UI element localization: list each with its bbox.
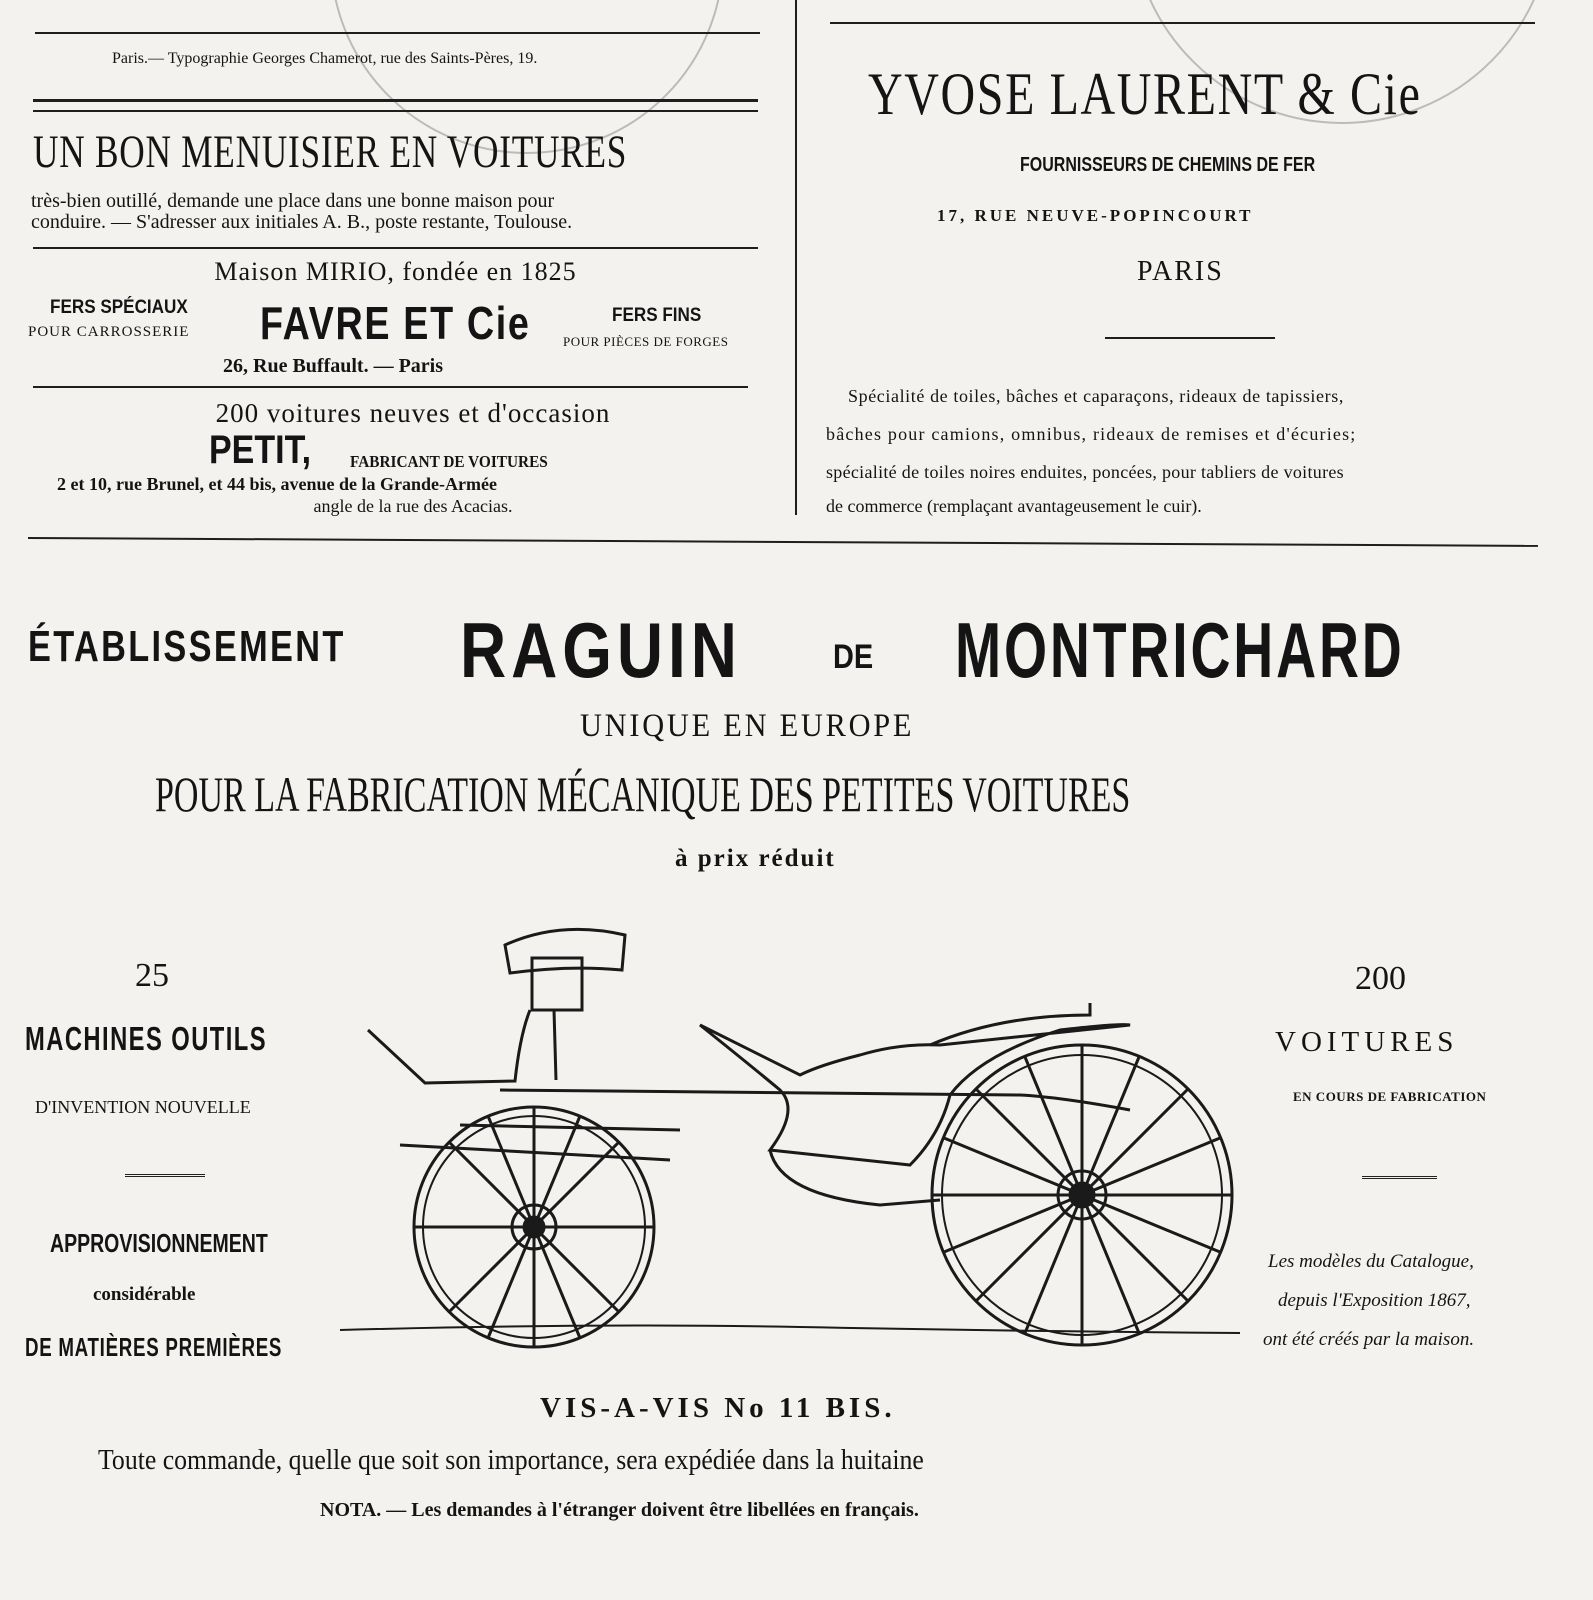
double-rule-top xyxy=(33,99,758,102)
model-name: VIS-A-VIS No 11 BIS. xyxy=(540,1392,896,1424)
rear-wheel xyxy=(932,1045,1232,1345)
commande-line: Toute commande, quelle que soit son importance, sera expédiée dans la huitaine xyxy=(98,1445,924,1476)
top-rule-right xyxy=(830,22,1535,24)
front-wheel xyxy=(414,1107,654,1347)
yvose-desc-3: spécialité de toiles noires enduites, poncées, pour tabliers de voitures xyxy=(826,462,1344,482)
modeles-line-1: Les modèles du Catalogue, xyxy=(1268,1251,1474,1272)
invention-nouvelle: D'INVENTION NOUVELLE xyxy=(35,1097,251,1117)
etablissement: ÉTABLISSEMENT xyxy=(28,622,346,671)
fers-speciaux: FERS SPÉCIAUX xyxy=(50,297,188,318)
petit-address: 2 et 10, rue Brunel, et 44 bis, avenue de la Grande-Armée xyxy=(57,474,497,494)
yvose-street: 17, RUE NEUVE-POPINCOURT xyxy=(937,206,1254,225)
modeles-line-2: depuis l'Exposition 1867, xyxy=(1278,1290,1471,1311)
considerable: considérable xyxy=(93,1284,196,1305)
menuisier-title: UN BON MENUISIER EN VOITURES xyxy=(33,126,628,178)
yvose-subtitle: FOURNISSEURS DE CHEMINS DE FER xyxy=(1020,154,1316,176)
column-divider xyxy=(795,0,797,515)
nota-line: NOTA. — Les demandes à l'étranger doivent être libellées en français. xyxy=(320,1499,919,1521)
machines-count: 25 xyxy=(135,957,169,994)
double-rule-bottom xyxy=(33,110,758,112)
section-divider xyxy=(28,537,1538,547)
left-ornament xyxy=(125,1168,205,1177)
top-rule-left xyxy=(35,32,760,34)
petit-headline: 200 voitures neuves et d'occasion xyxy=(215,398,611,428)
yvose-desc-1: Spécialité de toiles, bâches et caparaçons, rideaux de tapissiers, xyxy=(848,386,1344,406)
yvose-desc-2: bâches pour camions, omnibus, rideaux de remises et d'écuries; xyxy=(826,424,1357,444)
carriage-illustration xyxy=(300,915,1250,1360)
modeles-line-3: ont été créés par la maison. xyxy=(1263,1329,1475,1350)
yvose-short-rule xyxy=(1105,337,1275,339)
raguin-name: RAGUIN xyxy=(460,606,742,694)
unique-en-europe: UNIQUE EN EUROPE xyxy=(580,708,915,744)
rule-menuisier xyxy=(33,247,758,249)
yvose-desc-4: de commerce (remplaçant avantageusement le cuir). xyxy=(826,496,1202,516)
petit-trade: FABRICANT DE VOITURES xyxy=(350,452,548,471)
raguin-de: DE xyxy=(833,638,874,676)
pour-carrosserie: POUR CARROSSERIE xyxy=(28,324,190,340)
pour-pieces-de-forges: POUR PIÈCES DE FORGES xyxy=(563,334,729,349)
mirio-line: Maison MIRIO, fondée en 1825 xyxy=(214,257,577,286)
favre-address: 26, Rue Buffault. — Paris xyxy=(223,355,443,377)
menuisier-line-2: conduire. — S'adresser aux initiales A. B., poste restante, Toulouse. xyxy=(31,211,573,233)
raguin-place: MONTRICHARD xyxy=(955,606,1405,694)
fers-fins: FERS FINS xyxy=(612,305,702,326)
petit-name: PETIT, xyxy=(209,428,312,472)
yvose-company: YVOSE LAURENT & Cie xyxy=(868,61,1422,127)
approvisionnement: APPROVISIONNEMENT xyxy=(50,1228,268,1258)
fabrication-line: POUR LA FABRICATION MÉCANIQUE DES PETITES VOITURES xyxy=(155,766,1131,822)
rule-favre xyxy=(33,386,748,388)
matieres-premieres: DE MATIÈRES PREMIÈRES xyxy=(25,1332,283,1362)
right-ornament xyxy=(1362,1170,1437,1179)
printer-line: Paris.— Typographie Georges Chamerot, rue des Saints-Pères, 19. xyxy=(112,50,538,67)
voitures-label: VOITURES xyxy=(1275,1026,1459,1058)
yvose-city: PARIS xyxy=(1137,256,1224,287)
petit-angle: angle de la rue des Acacias. xyxy=(313,496,513,516)
machines-outils: MACHINES OUTILS xyxy=(25,1020,268,1057)
voitures-count: 200 xyxy=(1355,960,1406,997)
favre-name: FAVRE ET Cie xyxy=(260,297,531,349)
menuisier-line-1: très-bien outillé, demande une place dans une bonne maison pour xyxy=(31,190,555,212)
prix-reduit: à prix réduit xyxy=(675,845,836,872)
en-cours: EN COURS DE FABRICATION xyxy=(1293,1089,1487,1104)
